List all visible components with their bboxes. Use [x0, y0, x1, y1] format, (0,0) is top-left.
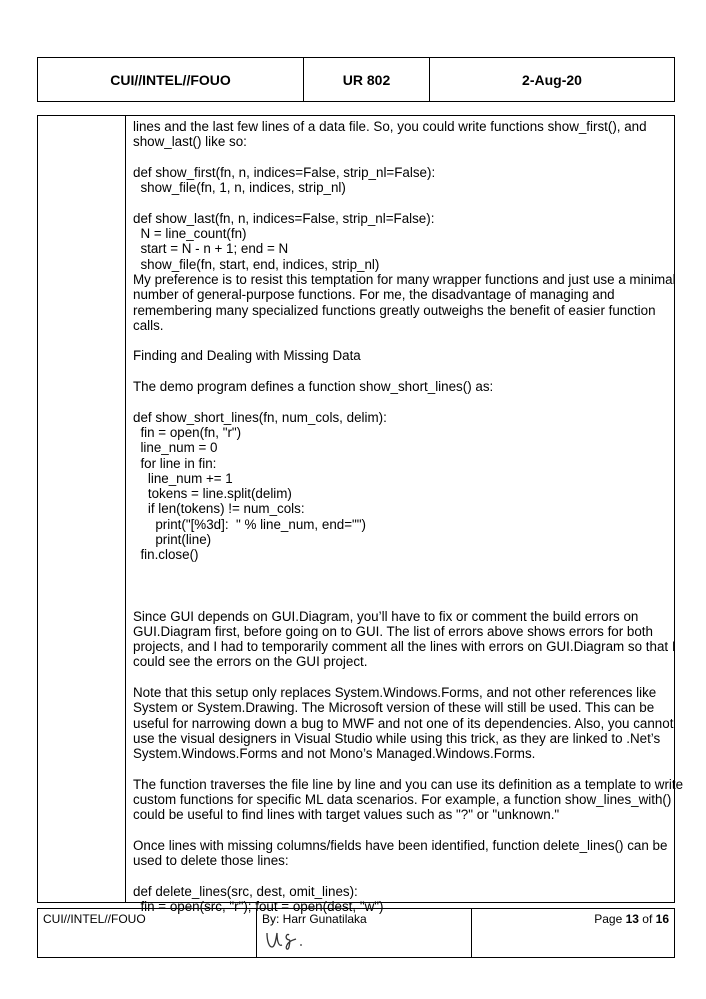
text-line: useful for narrowing down a bug to MWF and not one of its dependencies. Also, you cannot — [133, 715, 674, 731]
text-line — [133, 823, 673, 838]
header-classification: CUI//INTEL//FOUO — [38, 58, 304, 101]
text-line: calls. — [133, 317, 164, 333]
footer-classification: CUI//INTEL//FOUO — [38, 909, 257, 957]
text-line: The demo program defines a function show_short_lines() as: — [133, 379, 494, 395]
page-total: 16 — [655, 912, 669, 926]
text-line — [133, 394, 673, 409]
text-line — [133, 578, 673, 593]
text-line: fin.close() — [133, 547, 199, 563]
footer-author: By: Harr Gunatilaka — [262, 912, 367, 926]
text-line: fin = open(src, "r"); fout = open(dest, "w") — [133, 899, 384, 915]
footer-table — [37, 908, 675, 958]
footer-author-cell — [257, 909, 472, 957]
signature-image — [263, 927, 323, 955]
page-of: of — [638, 912, 656, 926]
text-line — [133, 195, 673, 210]
text-line: fin = open(fn, "r") — [133, 424, 242, 440]
page-prefix: Page — [594, 912, 626, 926]
text-line — [133, 869, 673, 884]
header-date: 2-Aug-20 — [522, 71, 582, 88]
text-line: System.Windows.Forms and not Mono’s Managed.Windows.Forms. — [133, 746, 536, 762]
text-line: GUI.Diagram first, before going on to GUI. The list of errors above shows errors for both — [133, 623, 653, 639]
body-table — [37, 115, 684, 915]
text-line: start = N - n + 1; end = N — [133, 241, 289, 257]
text-line: tokens = line.split(delim) — [133, 486, 292, 502]
footer-page-cell — [472, 909, 674, 957]
text-line: The function traverses the file line by line and you can use its definition as a template to write — [133, 776, 684, 792]
text-line: def show_last(fn, n, indices=False, strip_nl=False): — [133, 210, 435, 226]
text-line — [133, 670, 673, 685]
text-line — [133, 364, 673, 379]
text-line: System or System.Drawing. The Microsoft version of these will still be used. This can be — [133, 700, 655, 716]
text-line: number of general-purpose functions. For me, the disadvantage of managing and — [133, 287, 615, 303]
text-line: if len(tokens) != num_cols: — [133, 501, 305, 517]
text-line — [133, 593, 673, 608]
text-line: projects, and I had to temporarily comment all the lines with errors on GUI.Diagram so that I — [133, 639, 676, 655]
text-line: use the visual designers in Visual Studio while using this trick, as they are linked to .Net’s — [133, 730, 661, 746]
text-line: show_file(fn, 1, n, indices, strip_nl) — [133, 180, 346, 196]
text-line: used to delete those lines: — [133, 853, 289, 869]
text-line: print("[%3d]: " % line_num, end="") — [133, 516, 366, 532]
text-line: remembering many specialized functions greatly outweighs the benefit of easier function — [133, 302, 656, 318]
text-line — [133, 761, 673, 776]
header-doc-number: UR 802 — [304, 58, 430, 101]
column-divider — [125, 116, 126, 902]
text-line: N = line_count(fn) — [133, 226, 247, 242]
text-line: Finding and Dealing with Missing Data — [133, 348, 361, 364]
text-line: for line in fin: — [133, 455, 217, 471]
text-line: line_num = 0 — [133, 440, 218, 456]
text-line: def delete_lines(src, dest, omit_lines): — [133, 883, 358, 899]
page-current: 13 — [625, 912, 639, 926]
text-line: def show_first(fn, n, indices=False, strip_nl=False): — [133, 164, 436, 180]
text-line: lines and the last few lines of a data file. So, you could write functions show_first(), and — [133, 119, 647, 134]
header-table — [37, 57, 675, 102]
text-line — [133, 150, 673, 165]
text-line: def show_short_lines(fn, num_cols, delim): — [133, 409, 387, 425]
text-line: show_file(fn, start, end, indices, strip_nl) — [133, 256, 380, 272]
text-line: Since GUI depends on GUI.Diagram, you’ll have to fix or comment the build errors on — [133, 608, 639, 624]
text-line — [133, 333, 673, 348]
text-line: could see the errors on the GUI project. — [133, 654, 368, 670]
text-line: custom functions for specific ML data scenarios. For example, a function show_lines_with() — [133, 792, 672, 808]
text-line: show_last() like so: — [133, 134, 247, 150]
document-body-text — [133, 119, 684, 915]
text-line: My preference is to resist this temptation for many wrapper functions and just use a minimal — [133, 271, 676, 287]
text-line: could be useful to find lines with target values such as "?" or "unknown." — [133, 807, 560, 823]
text-line: Once lines with missing columns/fields have been identified, function delete_lines() can be — [133, 837, 668, 853]
text-line: line_num += 1 — [133, 470, 233, 486]
text-line: print(line) — [133, 532, 212, 548]
text-line — [133, 563, 673, 578]
text-line: Note that this setup only replaces System.Windows.Forms, and not other references like — [133, 684, 657, 700]
